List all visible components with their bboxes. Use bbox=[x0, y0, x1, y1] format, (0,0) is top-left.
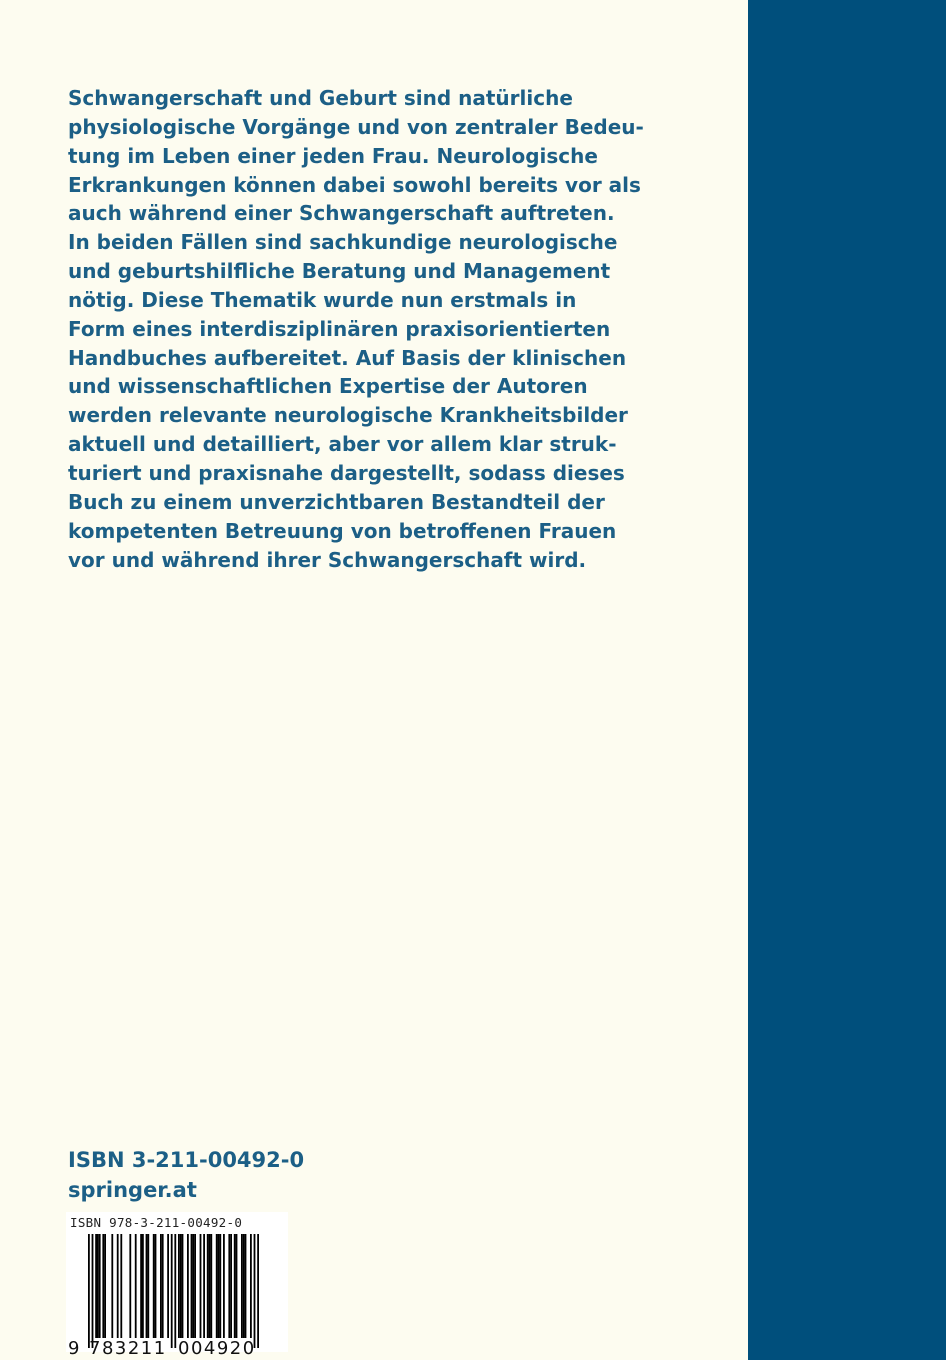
barcode-bar bbox=[104, 1234, 106, 1338]
barcode-guard-bar bbox=[254, 1234, 256, 1348]
blurb-text bbox=[68, 84, 648, 574]
barcode-bars bbox=[66, 1212, 288, 1352]
barcode-bar bbox=[187, 1234, 189, 1338]
barcode-bar bbox=[147, 1234, 149, 1338]
barcode-bar bbox=[230, 1234, 232, 1338]
barcode-bar bbox=[153, 1234, 155, 1338]
barcode-guard-bar bbox=[257, 1234, 259, 1348]
blurb-line: kompetenten Betreuung von betroffenen Frauen bbox=[68, 518, 617, 543]
blurb-line: vor und während ihrer Schwangerschaft wird. bbox=[68, 547, 587, 572]
barcode-bar bbox=[146, 1234, 148, 1338]
barcode-bar bbox=[228, 1234, 230, 1338]
blurb-line: physiologische Vorgänge und von zentraler Bedeu- bbox=[68, 114, 644, 139]
barcode-bar bbox=[223, 1234, 225, 1338]
barcode-digits-left: 783211 bbox=[89, 1338, 167, 1359]
blurb-line: und wissenschaftlichen Expertise der Autoren bbox=[68, 374, 588, 399]
blurb-line: Form eines interdisziplinären praxisorientierten bbox=[68, 316, 611, 341]
barcode-bar bbox=[209, 1234, 211, 1338]
blurb-line: werden relevante neurologische Krankheitsbilder bbox=[68, 403, 628, 428]
barcode-bar bbox=[241, 1234, 243, 1338]
barcode-bar bbox=[97, 1234, 99, 1338]
barcode-digits-right: 004920 bbox=[178, 1338, 256, 1359]
isbn-label: ISBN 3-211-00492-0 bbox=[68, 1148, 305, 1172]
barcode-bar bbox=[243, 1234, 245, 1338]
barcode-bar bbox=[216, 1234, 218, 1338]
publisher-website: springer.at bbox=[68, 1178, 197, 1202]
blurb-line: Schwangerschaft und Geburt sind natürliche bbox=[68, 86, 573, 110]
blue-side-band bbox=[748, 0, 946, 1360]
barcode bbox=[66, 1212, 288, 1352]
blurb-line: Buch zu einem unverzichtbaren Bestandteil der bbox=[68, 489, 605, 514]
barcode-isbn-text: ISBN 978-3-211-00492-0 bbox=[70, 1215, 243, 1230]
barcode-guard-bar bbox=[88, 1234, 90, 1348]
blurb-line: tung im Leben einer jeden Frau. Neurologische bbox=[68, 143, 598, 168]
barcode-bar bbox=[140, 1234, 142, 1338]
barcode-bar bbox=[117, 1234, 119, 1338]
barcode-bar bbox=[192, 1234, 194, 1338]
barcode-bar bbox=[200, 1234, 202, 1338]
barcode-bar bbox=[236, 1234, 238, 1338]
barcode-digit-first: 9 bbox=[68, 1338, 80, 1359]
blurb-line: In beiden Fällen sind sachkundige neurologische bbox=[68, 230, 618, 255]
barcode-bar bbox=[182, 1234, 184, 1338]
barcode-bar bbox=[162, 1234, 164, 1338]
barcode-bar bbox=[111, 1234, 113, 1338]
barcode-bar bbox=[120, 1234, 122, 1338]
blurb-line: und geburtshilfliche Beratung und Management bbox=[68, 259, 611, 284]
blurb-line: Handbuches aufbereitet. Auf Basis der klinischen bbox=[68, 345, 627, 370]
blurb-line: aktuell und detailliert, aber vor allem klar struk- bbox=[68, 432, 617, 457]
barcode-bar bbox=[207, 1234, 209, 1338]
barcode-bar bbox=[155, 1234, 157, 1338]
barcode-bar bbox=[194, 1234, 196, 1338]
barcode-bar bbox=[245, 1234, 247, 1338]
barcode-guard-bar bbox=[92, 1234, 94, 1348]
blurb-line: Erkrankungen können dabei sowohl bereits vor als bbox=[68, 172, 641, 197]
barcode-bar bbox=[219, 1234, 221, 1338]
barcode-bar bbox=[250, 1234, 252, 1338]
barcode-bar bbox=[178, 1234, 180, 1338]
barcode-bar bbox=[203, 1234, 205, 1338]
barcode-bar bbox=[142, 1234, 144, 1338]
blurb-line: auch während einer Schwangerschaft auftreten. bbox=[68, 201, 615, 226]
barcode-bar bbox=[218, 1234, 220, 1338]
barcode-bar bbox=[99, 1234, 101, 1338]
barcode-bar bbox=[167, 1234, 169, 1338]
barcode-bar bbox=[234, 1234, 236, 1338]
barcode-bar bbox=[160, 1234, 162, 1338]
barcode-bar bbox=[129, 1234, 131, 1338]
barcode-guard-bar bbox=[174, 1234, 176, 1348]
barcode-bar bbox=[180, 1234, 182, 1338]
barcode-bar bbox=[210, 1234, 212, 1338]
blurb-line: turiert und praxisnahe dargestellt, sodass dieses bbox=[68, 460, 625, 485]
barcode-bar bbox=[102, 1234, 104, 1338]
blurb-line: nötig. Diese Thematik wurde nun erstmals in bbox=[68, 287, 577, 312]
barcode-bar bbox=[95, 1234, 97, 1338]
barcode-guard-bar bbox=[171, 1234, 173, 1348]
barcode-bar bbox=[191, 1234, 193, 1338]
barcode-bar bbox=[135, 1234, 137, 1338]
